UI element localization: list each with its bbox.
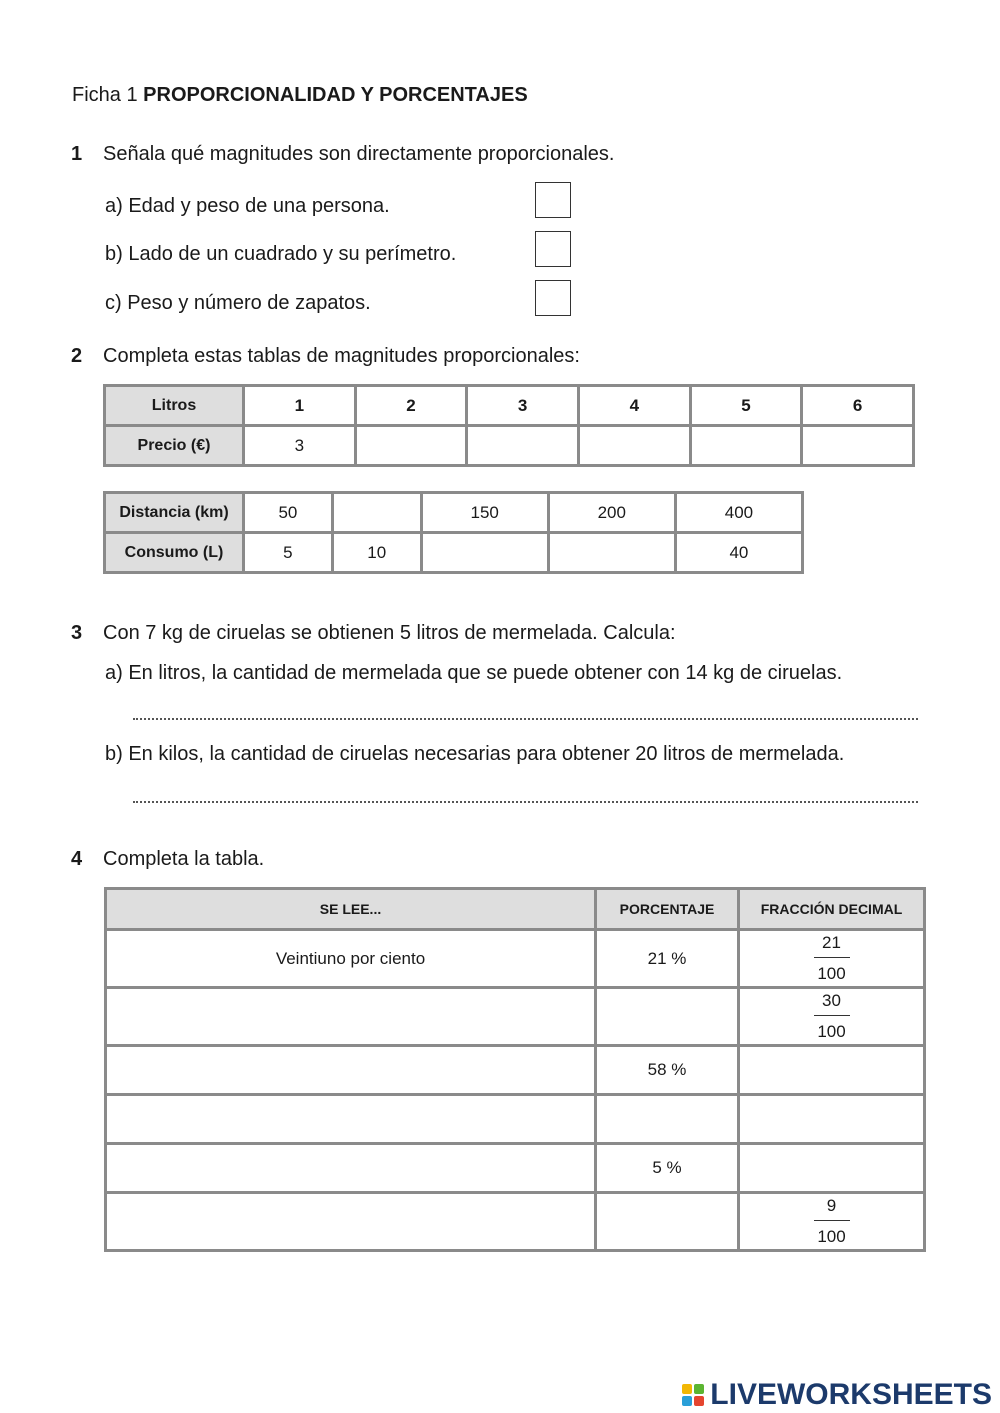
q1-item-b: b) Lado de un cuadrado y su perímetro. [105,243,457,265]
answer-cell-porcentaje[interactable] [596,1193,739,1251]
answer-cell[interactable] [802,426,914,466]
row-label-distancia: Distancia (km) [105,493,244,533]
table-cell: 6 [802,386,914,426]
q3-text: Con 7 kg de ciruelas se obtienen 5 litros de mermelada. Calcula: [103,622,676,644]
row-label-consumo: Consumo (L) [105,533,244,573]
table-row [106,1046,925,1095]
table-cell: 4 [578,386,690,426]
fraction-numerator: 21 [814,931,850,958]
table-cell: 1 [244,386,356,426]
answer-cell-fraccion[interactable] [739,1095,925,1144]
cell-porcentaje: 21 % [596,930,739,988]
title-prefix: Ficha 1 [72,84,138,106]
cell-fraccion [739,1193,925,1251]
table-row [106,1144,925,1193]
answer-cell[interactable] [578,426,690,466]
page-title [72,84,528,107]
answer-cell-se-lee[interactable] [106,1095,596,1144]
answer-cell[interactable] [421,533,548,573]
table-cell: 50 [244,493,333,533]
table-header-row [106,889,925,930]
answer-cell[interactable] [690,426,802,466]
q4-number: 4 [71,848,83,870]
liveworksheets-logo [682,1378,992,1412]
q3-item-a: a) En litros, la cantidad de mermelada que se puede obtener con 14 kg de ciruelas. [105,662,843,684]
fraction-denominator: 100 [817,1227,846,1246]
column-header-porcentaje: PORCENTAJE [596,889,739,930]
q3-answer-line-b[interactable] [133,789,918,803]
q1-number: 1 [71,143,83,165]
q1-item-c: c) Peso y número de zapatos. [105,292,371,314]
fraction-numerator: 30 [814,989,850,1016]
table-litros-precio [103,384,915,467]
q1-checkbox-c[interactable] [535,280,571,316]
table-cell: 150 [421,493,548,533]
table-row [105,533,803,573]
cell-fraccion [739,988,925,1046]
table-row [106,1193,925,1251]
table-cell: 5 [690,386,802,426]
answer-cell[interactable] [332,493,421,533]
q1-checkbox-a[interactable] [535,182,571,218]
q3-number: 3 [71,622,83,644]
table-cell: 5 [244,533,333,573]
fraction-denominator: 100 [817,964,846,983]
fraction-numerator: 9 [814,1194,850,1221]
q1-checkbox-b[interactable] [535,231,571,267]
table-cell: 3 [467,386,579,426]
table-cell: 40 [675,533,802,573]
answer-cell[interactable] [548,533,675,573]
q3-item-b: b) En kilos, la cantidad de ciruelas necesarias para obtener 20 litros de mermelada. [105,743,845,765]
cell-fraccion [739,930,925,988]
row-label-precio: Precio (€) [105,426,244,466]
table-cell: 400 [675,493,802,533]
table-cell: 2 [355,386,467,426]
table-row [106,1095,925,1144]
answer-cell-fraccion[interactable] [739,1046,925,1095]
fraction [814,989,850,1044]
table-row [105,493,803,533]
q2-number: 2 [71,345,83,367]
column-header-fraccion: FRACCIÓN DECIMAL [739,889,925,930]
answer-cell-se-lee[interactable] [106,1144,596,1193]
table-cell: 10 [332,533,421,573]
answer-cell-porcentaje[interactable] [596,988,739,1046]
table-distancia-consumo [103,491,804,574]
answer-cell-se-lee[interactable] [106,988,596,1046]
table-row [106,930,925,988]
table-row [105,426,914,466]
table-porcentajes [104,887,926,1252]
table-cell: 3 [244,426,356,466]
q1-text: Señala qué magnitudes son directamente proporcionales. [103,143,615,165]
cell-se-lee: Veintiuno por ciento [106,930,596,988]
title-main: PROPORCIONALIDAD Y PORCENTAJES [143,84,528,106]
cell-porcentaje: 58 % [596,1046,739,1095]
column-header-se-lee: SE LEE... [106,889,596,930]
answer-cell-fraccion[interactable] [739,1144,925,1193]
liveworksheets-logo-icon [682,1384,704,1406]
answer-cell-se-lee[interactable] [106,1046,596,1095]
row-label-litros: Litros [105,386,244,426]
cell-porcentaje: 5 % [596,1144,739,1193]
answer-cell-porcentaje[interactable] [596,1095,739,1144]
brand-name: LIVEWORKSHEETS [710,1378,992,1411]
answer-cell[interactable] [467,426,579,466]
table-row [106,988,925,1046]
fraction-denominator: 100 [817,1022,846,1041]
q2-text: Completa estas tablas de magnitudes proporcionales: [103,345,580,367]
q4-text: Completa la tabla. [103,848,265,870]
table-cell: 200 [548,493,675,533]
q1-item-a: a) Edad y peso de una persona. [105,195,390,217]
fraction [814,1194,850,1249]
table-row [105,386,914,426]
q3-answer-line-a[interactable] [133,706,918,720]
answer-cell[interactable] [355,426,467,466]
fraction [814,931,850,986]
answer-cell-se-lee[interactable] [106,1193,596,1251]
